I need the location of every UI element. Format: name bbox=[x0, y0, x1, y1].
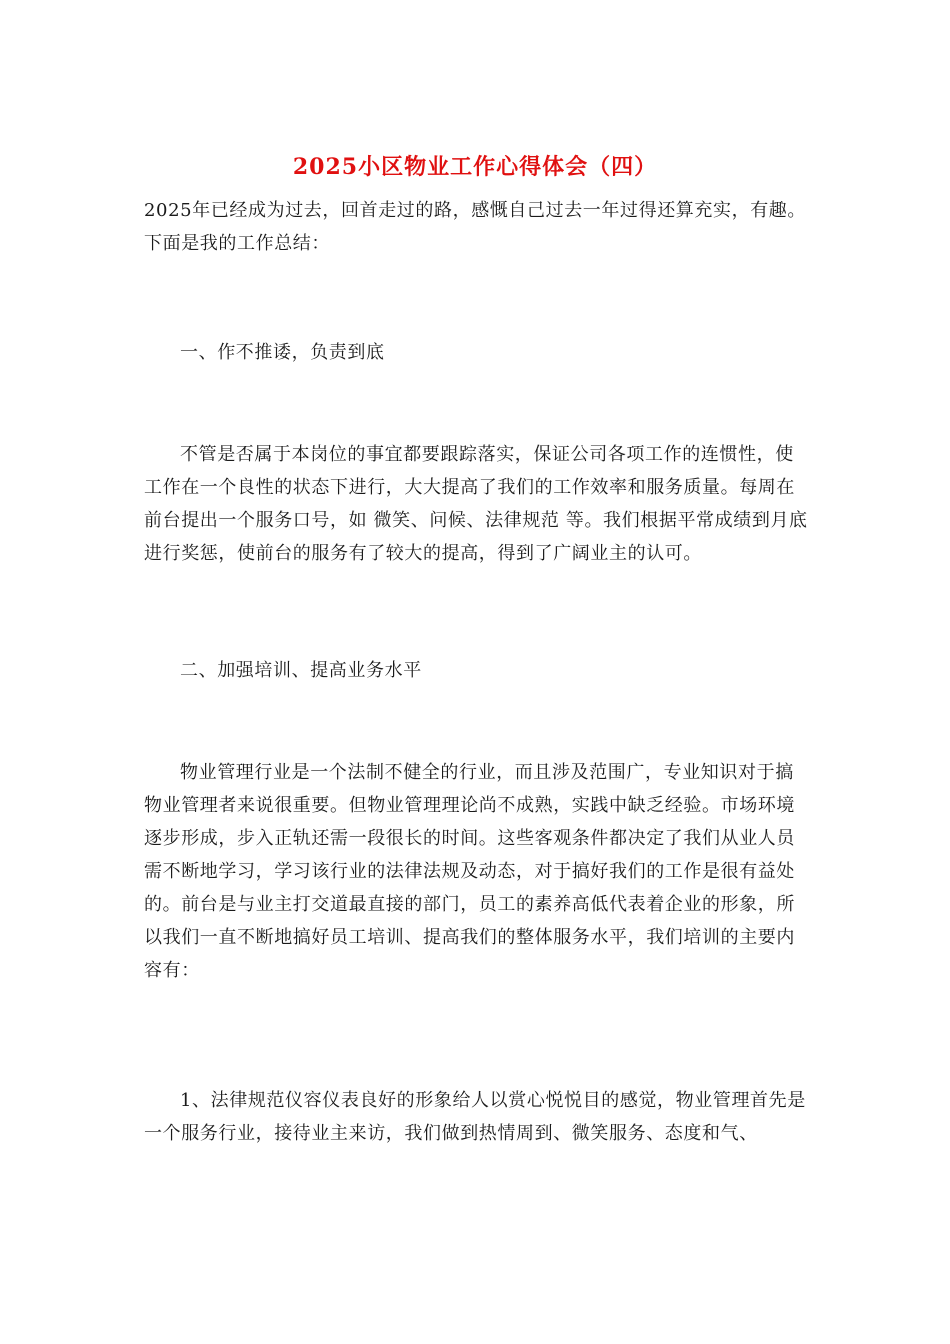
intro-paragraph: 2025年已经成为过去，回首走过的路，感慨自己过去一年过得还算充实，有趣。下面是我的工作总结： bbox=[144, 200, 807, 254]
document-title: 2025小区物业工作心得体会（四） bbox=[292, 154, 658, 180]
section-1-body: 不管是否属于本岗位的事宜都要跟踪落实，保证公司各项工作的连惯性，使工作在一个良性的状态下进行，大大提高了我们的工作效率和服务质量。每周在前台提出一个服务口号，如 微笑、问候、法律规范 等。我们根据平常成绩到月底进行奖惩，使前台的服务有了较大的提高，得到了广阔业主的认可。 bbox=[144, 444, 808, 564]
section-2-heading: 二、加强培训、提高业务水平 bbox=[180, 660, 422, 681]
item-1-paragraph: 1、法律规范仪容仪表良好的形象给人以赏心悦悦目的感觉，物业管理首先是一个服务行业，接待业主来访，我们做到热情周到、微笑服务、态度和气、 bbox=[144, 1090, 806, 1144]
section-2-body: 物业管理行业是一个法制不健全的行业，而且涉及范围广，专业知识对于搞物业管理者来说很重要。但物业管理理论尚不成熟，实践中缺乏经验。市场环境逐步形成，步入正轨还需一段很长的时间。这些客观条件都决定了我们从业人员需不断地学习，学习该行业的法律法规及动态，对于搞好我们的工作是很有益处的。前台是与业主打交道最直接的部门，员工的素养高低代表着企业的形象，所以我们一直不断地搞好员工培训、提高我们的整体服务水平，我们培训的主要内容有： bbox=[144, 762, 795, 981]
section-1-heading: 一、作不推诿，负责到底 bbox=[180, 342, 385, 363]
